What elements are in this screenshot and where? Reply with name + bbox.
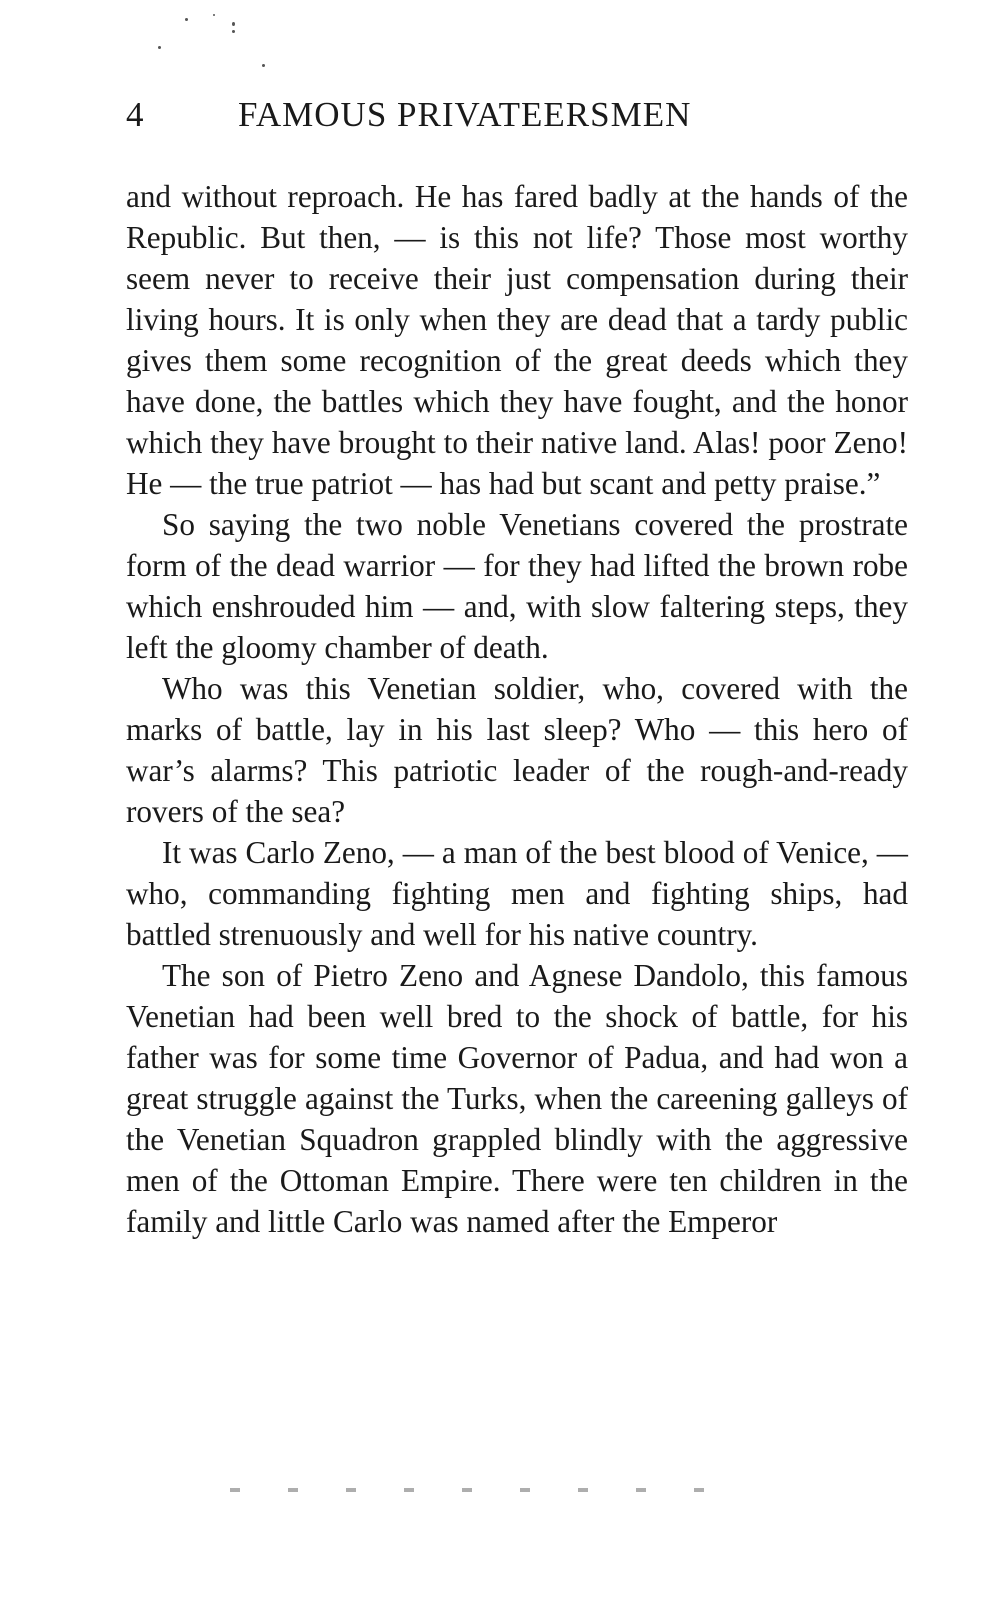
scan-speck <box>185 18 188 21</box>
scan-speck <box>262 64 265 67</box>
body-text <box>126 176 908 1242</box>
page-number: 4 <box>126 95 145 134</box>
paragraph: So saying the two noble Venetians covered the prostrate form of the dead warrior — for they had lifted the brown robe which enshrouded him — and, with slow faltering steps, they left the gloomy chamber of death. <box>126 507 908 665</box>
running-title: FAMOUS PRIVATEERSMEN <box>238 95 692 134</box>
paragraph: Who was this Venetian soldier, who, covered with the marks of battle, lay in his last sleep? Who — this hero of war’s alarms? This patriotic leader of the rough-and-ready rovers of the sea? <box>126 671 908 829</box>
paragraph: and without reproach. He has fared badly at the hands of the Republic. But then, — is this not life? Those most worthy seem never to receive their just compensation during their living hours. It is only when they are dead that a tardy public gives them some recognition of the great deeds which they have done, the battles which they have fought, and the honor which they have brought to their native land. Alas! poor Zeno! He — the true patriot — has had but scant and petty praise.” <box>126 179 908 501</box>
scan-speck <box>213 14 215 16</box>
paragraph: It was Carlo Zeno, — a man of the best blood of Venice, — who, commanding fighting men and fighting ships, had battled strenuously and well for his native country. <box>126 835 908 952</box>
footer-scan-artifact <box>230 1488 750 1492</box>
running-head <box>126 90 926 140</box>
scan-speck <box>158 46 161 49</box>
scan-speck <box>232 22 235 26</box>
scan-speck <box>232 30 235 33</box>
paragraph: The son of Pietro Zeno and Agnese Dandolo, this famous Venetian had been well bred to the shock of battle, for his father was for some time Governor of Padua, and had won a great struggle against the Turks, when the careening galleys of the Venetian Squadron grappled blindly with the aggressive men of the Ottoman Empire. There were ten children in the family and little Carlo was named after the Emperor <box>126 958 908 1239</box>
